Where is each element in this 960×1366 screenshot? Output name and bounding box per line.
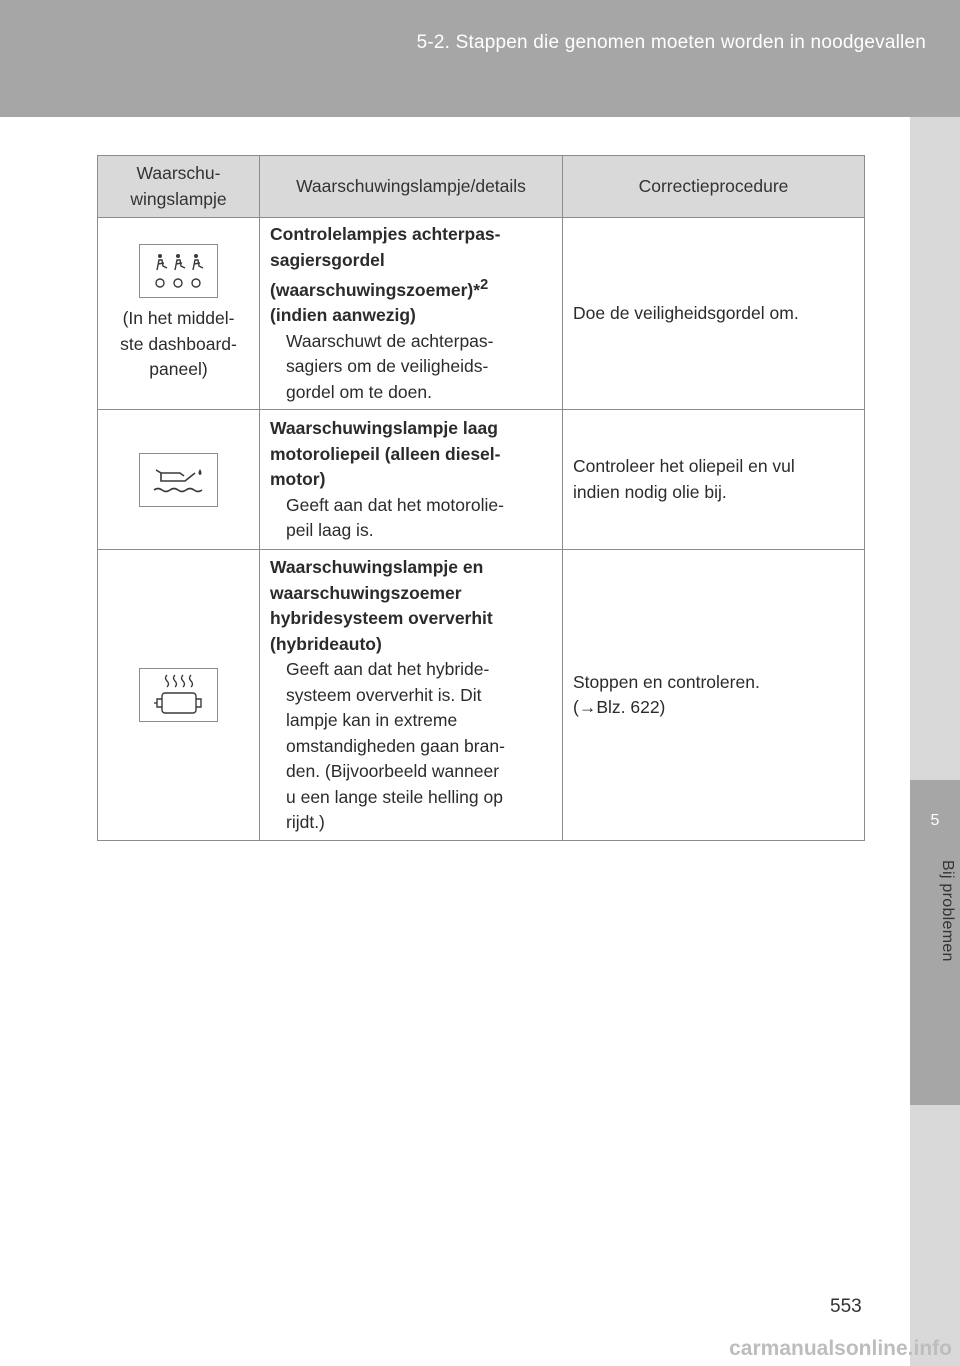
warning-light-table xyxy=(97,155,865,841)
watermark: carmanualsonline.info xyxy=(729,1337,952,1360)
light-title: Controlelampjes achterpas- sagiersgordel (waarschuwingszoemer)*$^2$ (indien aanwezig) xyxy=(270,224,501,326)
light-details: Geeft aan dat het hybride- systeem oververhit is. Dit lampje kan in extreme omstandigheden gaan bran- den. (Bijvoorbeeld wanneer u een lange steile helling op rijdt.) xyxy=(286,659,505,833)
light-details: Waarschuwt de achterpas- sagiers om de veiligheids- gordel om te doen. xyxy=(286,330,494,402)
rear-seatbelt-reminder-icon xyxy=(139,244,218,298)
correction-text: Doe de veiligheidsgordel om. xyxy=(573,302,799,323)
column-header-light: Waarschu- wingslampje xyxy=(98,156,260,218)
light-cell xyxy=(98,410,260,550)
correction-cell xyxy=(563,550,865,841)
chapter-side-tab xyxy=(910,117,960,1366)
light-title: Waarschuwingslampje en waarschuwingszoemer hybridesysteem oververhit (hybrideauto) xyxy=(270,557,493,654)
light-cell xyxy=(98,218,260,410)
details-cell xyxy=(260,410,563,550)
table-row xyxy=(98,410,865,550)
table-header-row xyxy=(98,156,865,218)
column-header-correction: Correctieprocedure xyxy=(563,156,865,218)
hybrid-system-overheat-icon xyxy=(139,668,218,722)
table-row xyxy=(98,550,865,841)
light-details: Geeft aan dat het motorolie- peil laag is. xyxy=(286,494,504,541)
light-cell xyxy=(98,550,260,841)
details-cell xyxy=(260,550,563,841)
page-number: 553 xyxy=(830,1296,862,1317)
header-band xyxy=(0,0,960,117)
chapter-number: 5 xyxy=(930,812,940,829)
icon-note: (In het middel- ste dashboard- paneel) xyxy=(120,308,237,380)
light-title: Waarschuwingslampje laag motoroliepeil (alleen diesel- motor) xyxy=(270,418,501,490)
details-cell xyxy=(260,218,563,410)
correction-text: Controleer het oliepeil en vul indien nodig olie bij. xyxy=(573,456,795,502)
section-title: 5-2. Stappen die genomen moeten worden in noodgevallen xyxy=(416,32,926,53)
table-row xyxy=(98,218,865,410)
column-header-details: Waarschuwingslampje/details xyxy=(260,156,563,218)
low-oil-level-icon xyxy=(139,453,218,507)
chapter-name: Bij problemen xyxy=(939,860,956,962)
correction-cell xyxy=(563,218,865,410)
correction-cell xyxy=(563,410,865,550)
correction-text: Stoppen en controleren. (→Blz. 622) xyxy=(573,671,760,718)
